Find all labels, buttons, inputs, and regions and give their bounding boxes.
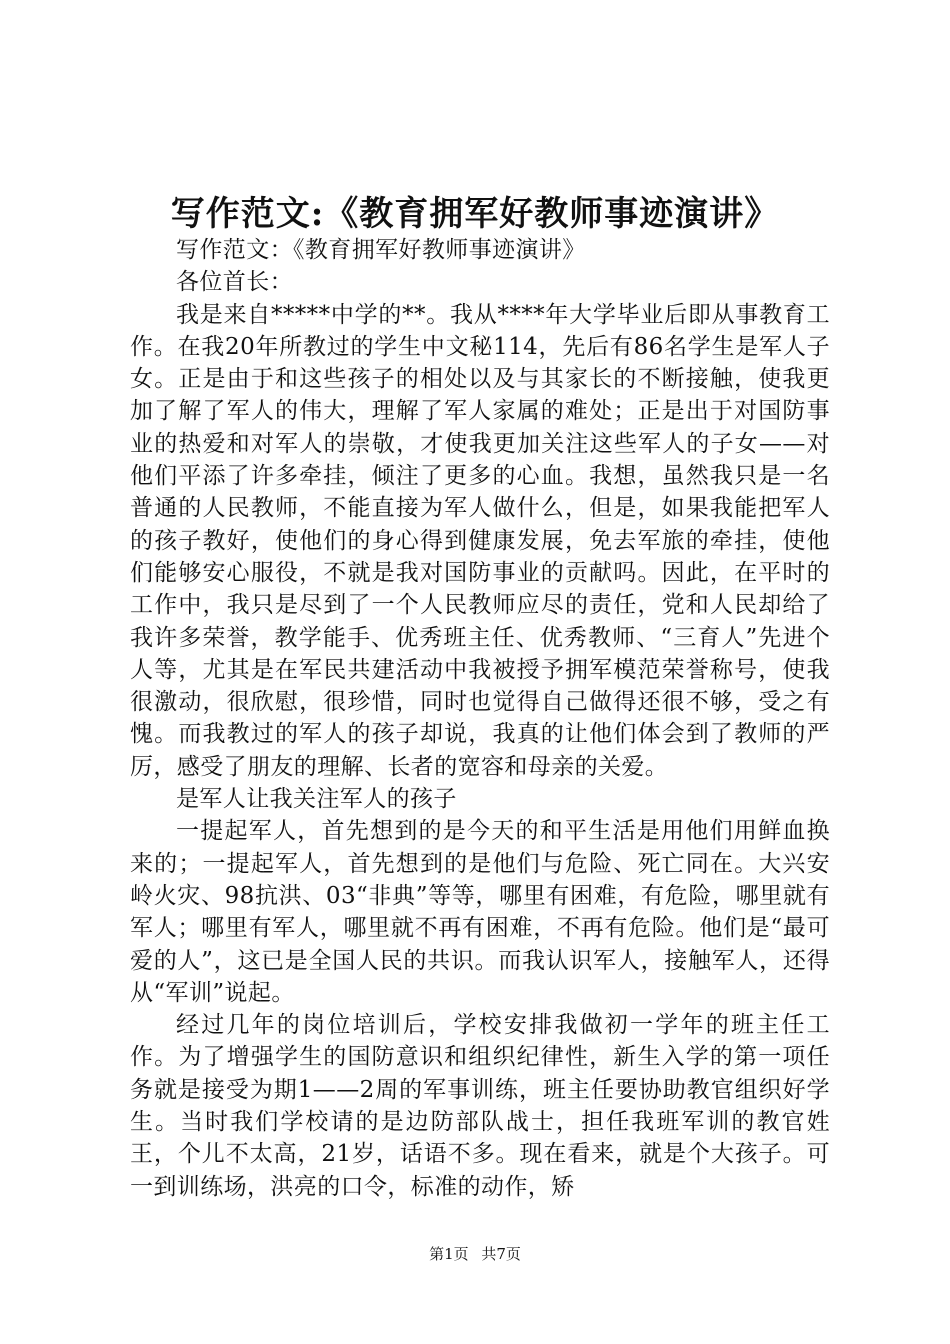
document-title: 写作范文:《教育拥军好教师事迹演讲》 [170,194,780,234]
body-paragraph: 写作范文：《教育拥军好教师事迹演讲》 [176,237,586,263]
section-heading: 是军人让我关注军人的孩子 [176,786,457,813]
page-total: 共7页 [481,1245,521,1263]
page-number: 第1页 [429,1245,469,1263]
body-paragraph: 一提起军人，首先想到的是今天的和平生活是用他们用鲜血换来的；一提起军人，首先想到的是他们与危险、死亡同在。大兴安岭火灾、98抗洪、03“非典”等等，哪里有困难，有危险，哪里就有军人；哪里有军人，哪里就不再有困难，不再有危险。他们是“最可爱的人”，这已是全国人民的共识。而我认识军人，接触军人，还得从“军训”说起。 [130,818,830,1006]
body-paragraph: 我是来自*****中学的**。我从****年大学毕业后即从事教育工作。在我20年所教过的学生中文秘114，先后有86名学生是军人子女。正是由于和这些孩子的相处以及与其家长的不断接触，使我更加了解了军人的伟大，理解了军人家属的难处；正是出于对国防事业的热爱和对军人的崇敬，才使我更加关注这些军人的子女——对他们平添了许多牵挂，倾注了更多的心血。我想，虽然我只是一名普通的人民教师，不能直接为军人做什么，但是，如果我能把军人的孩子教好，使他们的身心得到健康发展，免去军旅的牵挂，使他们能够安心服役，不就是我对国防事业的贡献吗。因此，在平时的工作中，我只是尽到了一个人民教师应尽的责任，党和人民却给了我许多荣誉，教学能手、优秀班主任、优秀教师、“三育人”先进个人等，尤其是在军民共建活动中我被授予拥军模范荣誉称号，使我很激动，很欣慰，很珍惜，同时也觉得自己做得还很不够，受之有愧。而我教过的军人的孩子却说，我真的让他们体会到了教师的严厉，感受了朋友的理解、长者的宽容和母亲的关爱。 [130,301,830,780]
page-footer [0,1243,950,1264]
body-paragraph: 经过几年的岗位培训后，学校安排我做初一学年的班主任工作。为了增强学生的国防意识和组织纪律性，新生入学的第一项任务就是接受为期1——2周的军事训练，班主任要协助教官组织好学生。当时我们学校请的是边防部队战士，担任我班军训的教官姓王，个儿不太高，21岁，话语不多。现在看来，就是个大孩子。可一到训练场，洪亮的口令，标准的动作，矫 [130,1012,830,1200]
document-body [130,234,830,1203]
body-paragraph: 各位首长： [176,269,293,296]
